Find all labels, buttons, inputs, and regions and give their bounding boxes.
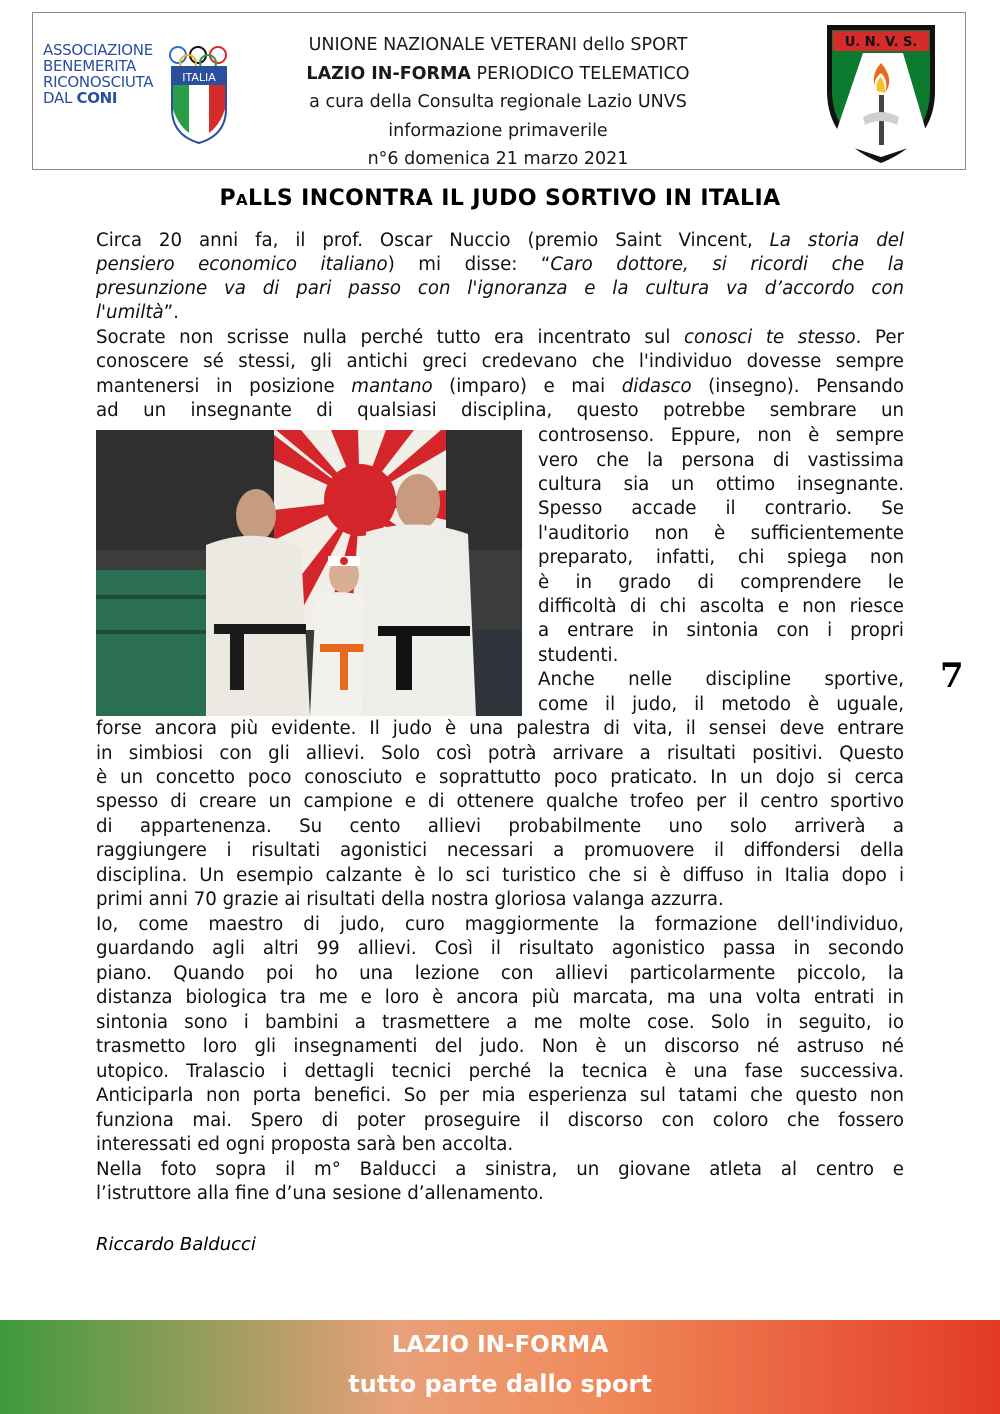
body-line: cultura sia un ottimo insegnante.: [538, 474, 904, 495]
author-signature: Riccardo Balducci: [96, 1234, 256, 1255]
body-line: è in grado di comprendere le: [538, 572, 904, 593]
body-line: primi anni 70 grazie ai risultati della nostra gloriosa valanga azzurra.: [96, 889, 724, 910]
masthead-line-1: UNIONE NAZIONALE VETERANI dello SPORT: [308, 35, 688, 55]
body-line: presunzione va di pari passo con l'ignoranza e la cultura va d’accordo con: [96, 278, 904, 299]
body-line: Anticiparla non porta benefici. So per mia esperienza sul tatami che questo non: [96, 1085, 904, 1106]
body-line: Nella foto sopra il m° Balducci a sinistra, un giovane atleta al centro e: [96, 1159, 904, 1180]
body-line: difficoltà di chi ascolta e non riesce: [538, 596, 904, 617]
body-line: Socrate non scrisse nulla perché tutto era incentrato sul conosci te stesso. Per: [96, 327, 904, 348]
body-line: controsenso. Eppure, non è sempre: [538, 425, 904, 446]
page-number: 7: [940, 656, 964, 696]
body-line: raggiungere i risultati agonistici necessari a promuovere il diffondersi della: [96, 840, 904, 861]
body-line: utopico. Tralascio i dettagli tecnici perché la tecnica è una fase successiva.: [96, 1061, 904, 1082]
masthead-info: [278, 31, 718, 174]
body-line: distanza biologica tra me e loro è ancora più marcata, ma una volta entrati in: [96, 987, 904, 1008]
body-line: ad un insegnante di qualsiasi disciplina, questo potrebbe sembrare un: [96, 400, 904, 421]
body-line: pensiero economico italiano) mi disse: “Caro dottore, si ricordi che la: [96, 254, 904, 275]
italia-shield-icon: [170, 65, 228, 145]
body-line: interessati ed ogni proposta sarà ben accolta.: [96, 1134, 514, 1155]
italia-label: ITALIA: [182, 71, 216, 84]
masthead-line-2: LAZIO IN-FORMA PERIODICO TELEMATICO: [306, 63, 690, 84]
body-line: vero che la persona di vastissima: [538, 450, 904, 471]
body-line: spesso di creare un campione e di ottenere qualche trofeo per il centro sportivo: [96, 791, 904, 812]
unvs-label: U. N. V. S.: [844, 35, 918, 50]
coni-line: DAL CONI: [43, 89, 118, 107]
article-title: PaLLS INCONTRA IL JUDO SORTIVO IN ITALIA: [219, 186, 781, 211]
body-line: guardando agli altri 99 allievi. Così il risultato agonistico passa in secondo: [96, 938, 904, 959]
body-line: l’istruttore alla fine d’una sesione d’allenamento.: [96, 1183, 544, 1204]
coni-association-text: [43, 42, 175, 106]
body-line: Io, come maestro di judo, curo maggiormente la formazione dell'individuo,: [96, 914, 904, 935]
body-line: Spesso accade il contrario. Se: [538, 498, 904, 519]
body-line: è un concetto poco conosciuto e soprattutto poco praticato. In un dojo si cerca: [96, 767, 904, 788]
footer-band: [0, 1320, 1000, 1414]
masthead: [32, 12, 966, 170]
body-line: studenti.: [538, 645, 619, 666]
body-line: come il judo, il metodo è uguale,: [538, 694, 904, 715]
body-line: piano. Quando poi ho una lezione con allievi particolarmente piccolo, la: [96, 963, 904, 984]
judo-photo: [96, 430, 522, 716]
coni-line: BENEMERITA: [43, 57, 136, 75]
body-line: l'umiltà”.: [96, 302, 179, 323]
masthead-line-3: a cura della Consulta regionale Lazio UNVS: [309, 92, 687, 112]
body-line: trasmetto loro gli insegnamenti del judo. Non è un discorso né astruso né: [96, 1036, 904, 1057]
body-line: Anche nelle discipline sportive,: [538, 669, 904, 690]
coni-line: RICONOSCIUTA: [43, 73, 154, 91]
body-line: di appartenenza. Su cento allievi probabilmente uno solo arriverà a: [96, 816, 904, 837]
footer-title: LAZIO IN-FORMA: [391, 1332, 609, 1358]
body-line: funziona mai. Spero di poter proseguire il discorso con coloro che fossero: [96, 1110, 904, 1131]
footer-tagline: tutto parte dallo sport: [348, 1370, 652, 1398]
body-line: sintonia sono i bambini a trasmettere a me molte cose. Solo in seguito, io: [96, 1012, 904, 1033]
body-line: l'auditorio non è sufficientemente: [538, 523, 904, 544]
body-line: mantenersi in posizione mantano (imparo) e mai didasco (insegno). Pensando: [96, 376, 904, 397]
unvs-shield-logo: [823, 21, 939, 167]
coni-line: ASSOCIAZIONE: [43, 41, 153, 59]
body-line: forse ancora più evidente. Il judo è una palestra di vita, il sensei deve entrare: [96, 718, 904, 739]
body-line: conoscere sé stessi, gli antichi greci credevano che l'individuo dovesse sempre: [96, 351, 904, 372]
body-line: disciplina. Un esempio calzante è lo sci turistico che si è diffuso in Italia dopo i: [96, 865, 904, 886]
body-line: a entrare in sintonia con i propri: [538, 620, 904, 641]
masthead-line-5: n°6 domenica 21 marzo 2021: [367, 149, 629, 169]
body-line: Circa 20 anni fa, il prof. Oscar Nuccio (premio Saint Vincent, La storia del: [96, 230, 904, 251]
masthead-line-4: informazione primaverile: [388, 120, 608, 141]
body-line: in simbiosi con gli allievi. Solo così potrà arrivare a risultati positivi. Questo: [96, 743, 904, 764]
body-line: preparato, infatti, chi spiega non: [538, 547, 904, 568]
